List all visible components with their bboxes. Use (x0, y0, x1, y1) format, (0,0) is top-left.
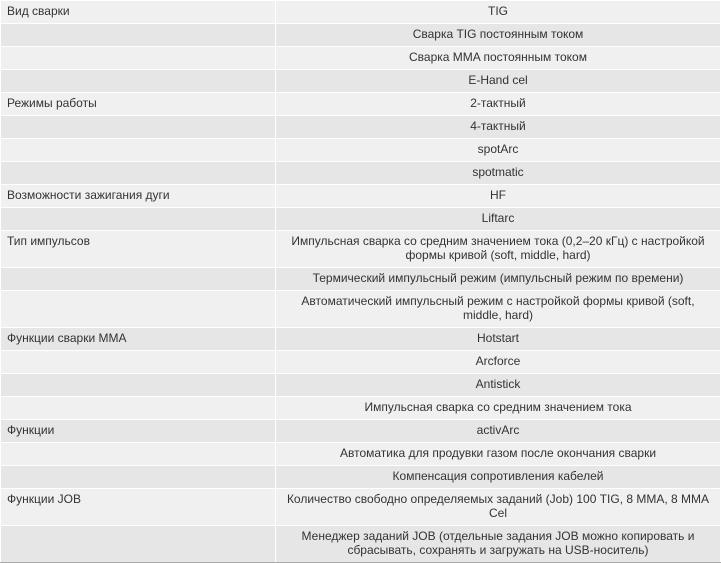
row-value: HF (276, 185, 721, 208)
row-value: E-Hand cel (276, 70, 721, 93)
table-row (1, 489, 721, 526)
row-label: Вид сварки (1, 1, 276, 24)
table-row (1, 70, 721, 93)
row-label: Возможности зажигания дуги (1, 185, 276, 208)
table-row (1, 208, 721, 231)
row-label (1, 162, 276, 185)
table-row (1, 374, 721, 397)
row-value: Менеджер заданий JOB (отдельные задания JOB можно копировать и сбрасывать, сохранять и загружать на USB-носитель) (276, 526, 721, 563)
row-label: Режимы работы (1, 93, 276, 116)
table-row (1, 420, 721, 443)
row-label (1, 268, 276, 291)
row-label (1, 291, 276, 328)
row-value: Автоматический импульсный режим с настройкой формы кривой (soft, middle, hard) (276, 291, 721, 328)
table-row (1, 328, 721, 351)
table-row (1, 443, 721, 466)
row-label (1, 24, 276, 47)
table-row (1, 47, 721, 70)
row-value: Antistick (276, 374, 721, 397)
row-value: Hotstart (276, 328, 721, 351)
row-label (1, 466, 276, 489)
table-row (1, 93, 721, 116)
table-row (1, 268, 721, 291)
row-label: Функции сварки MMA (1, 328, 276, 351)
row-value: Импульсная сварка со средним значением тока (276, 397, 721, 420)
row-label (1, 116, 276, 139)
row-label (1, 47, 276, 70)
row-label (1, 397, 276, 420)
row-label: Функции JOB (1, 489, 276, 526)
row-value: Термический импульсный режим (импульсный режим по времени) (276, 268, 721, 291)
table-row (1, 466, 721, 489)
table-row (1, 397, 721, 420)
row-value: Импульсная сварка со средним значением тока (0,2–20 кГц) с настройкой формы кривой (soft, middle, hard) (276, 231, 721, 268)
row-label (1, 139, 276, 162)
table-row (1, 291, 721, 328)
table-row (1, 231, 721, 268)
row-label (1, 374, 276, 397)
row-value: 4-тактный (276, 116, 721, 139)
table-row (1, 351, 721, 374)
row-label: Функции (1, 420, 276, 443)
row-value: Сварка MMA постоянным током (276, 47, 721, 70)
row-value: 2-тактный (276, 93, 721, 116)
table-row (1, 1, 721, 24)
row-label (1, 70, 276, 93)
row-value: spotArc (276, 139, 721, 162)
row-label (1, 526, 276, 563)
row-label: Тип импульсов (1, 231, 276, 268)
table-row (1, 139, 721, 162)
row-value: TIG (276, 1, 721, 24)
row-label (1, 208, 276, 231)
table-row (1, 116, 721, 139)
row-label (1, 351, 276, 374)
table-row (1, 162, 721, 185)
table-row (1, 185, 721, 208)
row-value: Количество свободно определяемых заданий (Job) 100 TIG, 8 MMA, 8 MMA Cel (276, 489, 721, 526)
row-value: Компенсация сопротивления кабелей (276, 466, 721, 489)
row-value: Автоматика для продувки газом после окончания сварки (276, 443, 721, 466)
row-value: activArc (276, 420, 721, 443)
row-value: spotmatic (276, 162, 721, 185)
row-label (1, 443, 276, 466)
row-value: Liftarc (276, 208, 721, 231)
table-row (1, 526, 721, 563)
table-row (1, 24, 721, 47)
row-value: Arcforce (276, 351, 721, 374)
row-value: Сварка TIG постоянным током (276, 24, 721, 47)
